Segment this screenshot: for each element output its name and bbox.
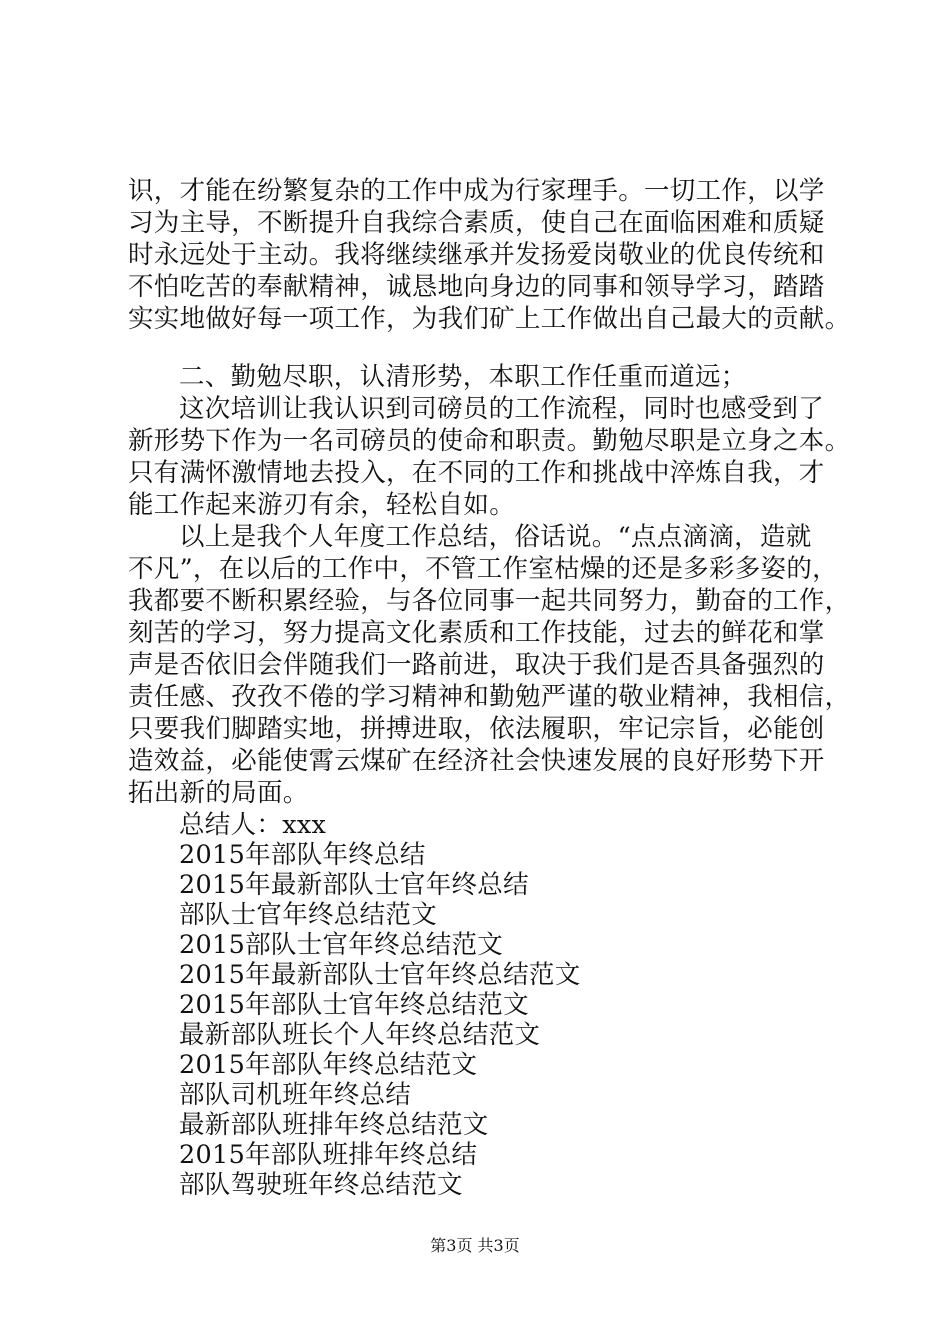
paragraph-line: 声是否依旧会伴随我们一路前进，取决于我们是否具备强烈的	[128, 650, 825, 680]
related-article-link[interactable]: 2015年部队班排年终总结	[179, 1140, 478, 1170]
paragraph-line: 不怕吃苦的奉献精神，诚恳地向身边的同事和领导学习，踏踏	[128, 272, 825, 302]
paragraph-line: 责任感、孜孜不倦的学习精神和勤勉严谨的敬业精神，我相信，	[128, 682, 851, 712]
section-heading: 二、勤勉尽职，认清形势，本职工作任重而道远；	[179, 362, 747, 392]
related-article-link[interactable]: 最新部队班排年终总结范文	[179, 1110, 489, 1140]
related-article-link[interactable]: 2015年部队年终总结范文	[179, 1050, 478, 1080]
related-article-link[interactable]: 2015部队士官年终总结范文	[179, 930, 504, 960]
paragraph-line: 实实地做好每一项工作，为我们矿上工作做出自己最大的贡献。	[128, 304, 851, 334]
paragraph-line: 识，才能在纷繁复杂的工作中成为行家理手。一切工作，以学	[128, 176, 825, 206]
related-article-link[interactable]: 2015年最新部队士官年终总结	[179, 870, 529, 900]
related-article-link[interactable]: 最新部队班长个人年终总结范文	[179, 1020, 541, 1050]
paragraph-line: 拓出新的局面。	[128, 778, 309, 808]
page-number-footer: 第3页 共3页	[430, 1236, 520, 1255]
related-article-link[interactable]: 2015年部队年终总结	[179, 840, 426, 870]
paragraph-line: 只有满怀激情地去投入，在不同的工作和挑战中淬炼自我，才	[128, 458, 825, 488]
paragraph-line: 造效益，必能使霄云煤矿在经济社会快速发展的良好形势下开	[128, 746, 825, 776]
related-article-link[interactable]: 部队司机班年终总结	[179, 1080, 412, 1110]
paragraph-line: 以上是我个人年度工作总结，俗话说。“点点滴滴，造就	[179, 522, 812, 552]
paragraph-line: 不凡”，在以后的工作中，不管工作室枯燥的还是多彩多姿的，	[128, 554, 838, 584]
paragraph-line: 习为主导，不断提升自我综合素质，使自己在面临困难和质疑	[128, 208, 825, 238]
related-article-link[interactable]: 部队驾驶班年终总结范文	[179, 1170, 463, 1200]
paragraph-line: 新形势下作为一名司磅员的使命和职责。勤勉尽职是立身之本。	[128, 426, 851, 456]
paragraph-line: 我都要不断积累经验，与各位同事一起共同努力，勤奋的工作，	[128, 586, 851, 616]
author-signature: 总结人：xxx	[179, 810, 327, 840]
related-article-link[interactable]: 2015年部队士官年终总结范文	[179, 990, 529, 1020]
paragraph-line: 时永远处于主动。我将继续继承并发扬爱岗敬业的优良传统和	[128, 240, 825, 270]
related-article-link[interactable]: 部队士官年终总结范文	[179, 900, 438, 930]
paragraph-line: 只要我们脚踏实地，拼搏进取，依法履职，牢记宗旨，必能创	[128, 714, 825, 744]
paragraph-line: 这次培训让我认识到司磅员的工作流程，同时也感受到了	[179, 394, 825, 424]
related-article-link[interactable]: 2015年最新部队士官年终总结范文	[179, 960, 581, 990]
paragraph-line: 刻苦的学习，努力提高文化素质和工作技能，过去的鲜花和掌	[128, 618, 825, 648]
paragraph-line: 能工作起来游刃有余，轻松自如。	[128, 490, 516, 520]
